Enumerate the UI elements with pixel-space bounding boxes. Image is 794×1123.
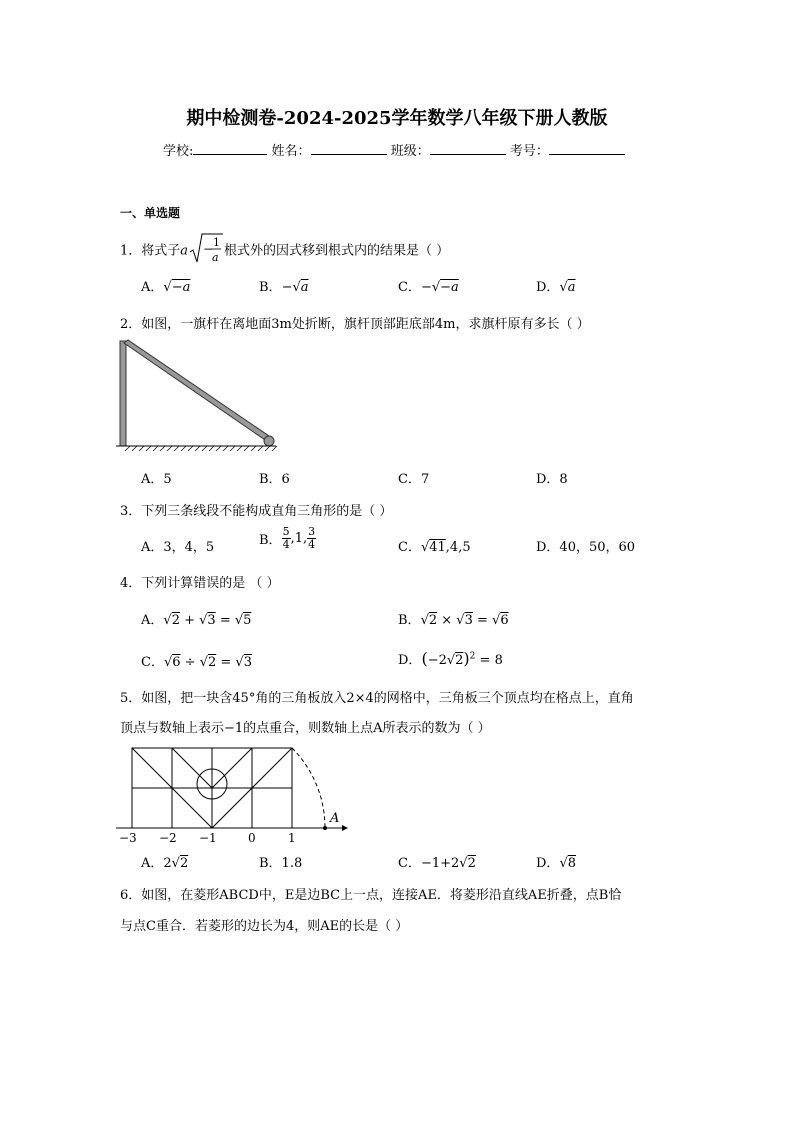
name-label: 姓名： bbox=[271, 144, 311, 159]
q4-option-c[interactable]: C．√6 ÷ √2 = √3 bbox=[141, 655, 252, 670]
question-6-stem-line1: 6．如图，在菱形ABCD中，E是边BC上一点，连接AE．将菱形沿直线AE折叠，点B恰 bbox=[120, 888, 622, 903]
q1-stem-pre: 1．将式子 bbox=[120, 243, 181, 259]
student-info-line bbox=[163, 140, 625, 159]
question-5-stem-line1: 5．如图，把一块含45°角的三角板放入2×4的网格中，三角板三个顶点均在格点上，直角 bbox=[120, 691, 634, 706]
q5-tick-neg3: −3 bbox=[119, 831, 137, 845]
svg-text:1: 1 bbox=[213, 236, 221, 249]
q5-option-b[interactable]: B．1.8 bbox=[259, 856, 303, 871]
q1-expression: a bbox=[180, 243, 189, 259]
question-6-stem-line2: 与点C重合．若菱形的边长为4，则AE的长是（ ） bbox=[120, 919, 409, 934]
page-title: 期中检测卷-2024-2025学年数学八年级下册人教版 bbox=[186, 108, 608, 129]
school-label: 学校: bbox=[163, 144, 194, 159]
q2-option-b[interactable]: B．6 bbox=[259, 472, 290, 487]
exam-no-label: 考号： bbox=[509, 144, 549, 159]
q1-option-d[interactable]: D．√a bbox=[536, 280, 576, 295]
q5-tick-neg1: −1 bbox=[199, 831, 217, 845]
class-label: 班级： bbox=[390, 144, 430, 159]
q1-stem-post: 根式外的因式移到根式内的结果是（ ） bbox=[224, 243, 450, 259]
q5-option-a[interactable]: A．2√2 bbox=[141, 856, 189, 871]
class-blank[interactable] bbox=[430, 140, 506, 155]
q4-option-b[interactable]: B．√2 × √3 = √6 bbox=[398, 613, 509, 628]
q3-option-a[interactable]: A．3，4，5 bbox=[141, 540, 215, 555]
q4-option-a[interactable]: A．√2 + √3 = √5 bbox=[141, 613, 252, 628]
q1-option-c[interactable]: C．−√−a bbox=[398, 280, 459, 295]
svg-text:a: a bbox=[212, 251, 219, 264]
question-4-stem: 4．下列计算错误的是 （ ） bbox=[120, 576, 280, 591]
q5-point-a-label: A bbox=[330, 811, 340, 826]
q2-flagpole-figure bbox=[116, 338, 281, 453]
q5-point-a bbox=[323, 826, 327, 830]
q1-option-b[interactable]: B．−√a bbox=[259, 280, 309, 295]
q5-grid-numberline-figure bbox=[116, 740, 351, 845]
exam-no-blank[interactable] bbox=[549, 140, 625, 155]
question-3-stem: 3．下列三条线段不能构成直角三角形的是（ ） bbox=[120, 504, 393, 519]
question-2-stem: 2．如图，一旗杆在离地面3m处折断，旗杆顶部距底部4m，求旗杆原有多长（ ） bbox=[120, 317, 590, 332]
svg-text:−: − bbox=[203, 242, 214, 256]
q5-option-d[interactable]: D．√8 bbox=[536, 856, 577, 871]
question-5-stem-line2: 顶点与数轴上表示−1的点重合，则数轴上点A所表示的数为（ ） bbox=[120, 721, 491, 736]
section-heading: 一、单选题 bbox=[120, 206, 181, 220]
q5-tick-neg2: −2 bbox=[159, 831, 177, 845]
q3-option-d[interactable]: D．40，50，60 bbox=[536, 540, 636, 555]
q5-option-c[interactable]: C．−1+2√2 bbox=[398, 856, 476, 871]
school-blank[interactable] bbox=[193, 140, 267, 155]
name-blank[interactable] bbox=[311, 140, 387, 155]
q5-tick-1: 1 bbox=[288, 831, 296, 845]
q5-arc bbox=[292, 748, 325, 828]
q2-option-a[interactable]: A．5 bbox=[141, 472, 172, 487]
q1-option-a[interactable]: A．√−a bbox=[141, 280, 191, 295]
q3-option-c[interactable]: C．√41,4,5 bbox=[398, 540, 471, 555]
q2-option-c[interactable]: C．7 bbox=[398, 472, 430, 487]
q2-option-d[interactable]: D．8 bbox=[536, 472, 568, 487]
q5-tick-0: 0 bbox=[248, 831, 256, 845]
q4-option-d[interactable]: D．$(-2√2)^2 = 8$ bbox=[398, 649, 503, 668]
q3-option-b[interactable]: B． $\frac{5}{4}$ ,1, $\frac{3}{4}$ bbox=[259, 525, 316, 551]
q1-radical bbox=[188, 232, 224, 270]
question-1-stem bbox=[120, 232, 449, 270]
